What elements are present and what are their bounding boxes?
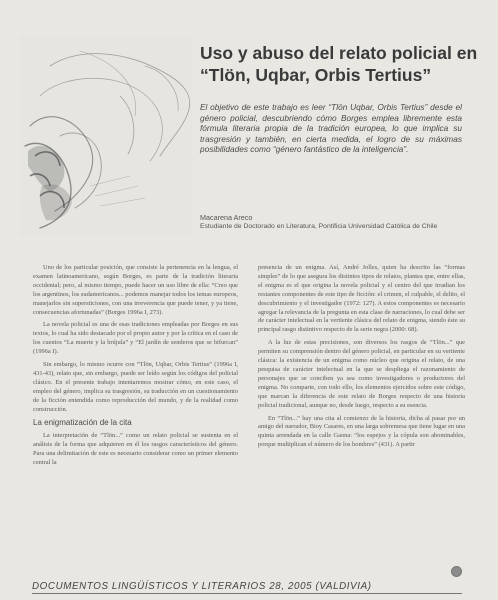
author-affiliation: Estudiante de Doctorado en Literatura, Pontificia Universidad Católica de Chile <box>200 223 438 230</box>
handwritten-journal-citation: DOCUMENTOS LINGÜÍSTICOS Y LITERARIOS 28, 2005 (VALDIVIA) <box>32 581 372 592</box>
title-line-2: “Tlön, Uqbar, Orbis Tertius” <box>200 65 432 85</box>
paragraph: La novela policial es una de esas tradiciones empleadas por Borges en sus textos, lo cual ha sido destacado por el propio autor y por la crítica en el caso de los cuentos “La muerte y la brújula” y “El jardín de senderos que se bifurcan” (1996a I). <box>33 321 238 356</box>
body-column-right <box>258 264 465 454</box>
paragraph: La interpretación de “Tlön...” como un relato policial se sustenta en el análisis de la forma que adquieren en él los rasgos característicos del género. Para una delimitación de este es necesario considerar como un primer elemento central la <box>33 432 238 467</box>
sketch-drawing <box>20 36 192 236</box>
paragraph: En “Tlön...” hay una cita al comienzo de la historia, dicha al pasar por un amigo del narrador, Bioy Casares, en una larga sobremesa que tiene lugar en una quinta arrendada en la calle Gaona: “los espejos y la cópula son abominables, porque multiplican el número de los hombres” (431). A partir <box>258 414 465 449</box>
sketch-illustration <box>20 36 192 236</box>
article-title <box>200 42 478 86</box>
paragraph: presencia de un enigma. Así, André Jolles, quien ha descrito las “formas simples” de lo que asegura los distintos tipos de relatos, plantea que, entre ellas, el enigma es el que origina la novela policial y el centro del que irradian los restantes componentes de este tipo de ficción: el crimen, el culpable, el delito, el descubrimiento y el investigador (1972: 127). A estos componentes es necesario agregar la relevancia de la pregunta en esta clase de narraciones, lo cual debe ser de carácter intelectual en la vertiente clásica del relato de enigma, siendo éste su principal rasgo distintivo respecto de la serie negra (2000: 68). <box>258 264 465 334</box>
title-line-1: Uso y abuso del relato policial en <box>200 43 478 63</box>
section-heading: La enigmatización de la cita <box>33 417 132 427</box>
abstract: El objetivo de este trabajo es leer “Tlön Uqbar, Orbis Tertius” desde el género policial, descubriendo cómo Borges emplea libremente esta fórmula literaria propia de la tradición europea, lo que implica su trasgresión y también, en cierta medida, el logro de su máximas posibilidades como “género fantástico de la inteligencia”. <box>200 102 462 155</box>
page-marker <box>451 566 462 577</box>
paragraph: Uno de los particular posición, que consiste la pertenencia en la lengua, el examen latinoamericano, según Borges, es parte de la tradición literaria occidental; pero, al mismo tiempo, puede hacer un uso libre de ella: “Creo que los argentinos, los sudamericanos... podemos manejar todos los temas europeos, manejarlos sin supersticiones, con una irreverencia que puede tener, y ya tiene, consecuencias afortunadas” (Borges 1996a I, 273). <box>33 264 238 316</box>
author-name: Macarena Areco <box>200 213 253 222</box>
footer-underline <box>32 593 462 594</box>
body-column-left <box>33 264 238 472</box>
author-block <box>200 213 470 231</box>
paragraph: A la luz de estas precisiones, son diversos los rasgos de “Tlön...” que permiten su comprensión dentro del género policial, en particular en su vertiente clásica: la existencia de un enigma como núcleo que origina el relato, de una pesquisa de carácter intelectual en la que se despliega el razonamiento de personajes que se conciben ya sea como investigadores o productores del enigma. No comparte, con todo ello, los elementos ejercidos sobre este código, que marcan la diferencia de este relato de Borges respecto de una historia policial tradicional, aunque no, desde luego, respecto a su esencia. <box>258 339 465 409</box>
paragraph: Sin embargo, lo mismo ocurre con “Tlön, Uqbar, Orbis Tertius” (1996a I, 431-43), relato que, sin embargo, puede ser leído según los códigos del policial clásico. En el presente trabajo intentaremos mostrar cómo, en este caso, el empleo del género, implica su trasgresión, su traducción en un cuestionamiento de la ficción entendida como reproducción del mundo, y de la realidad como construcción. <box>33 361 238 413</box>
